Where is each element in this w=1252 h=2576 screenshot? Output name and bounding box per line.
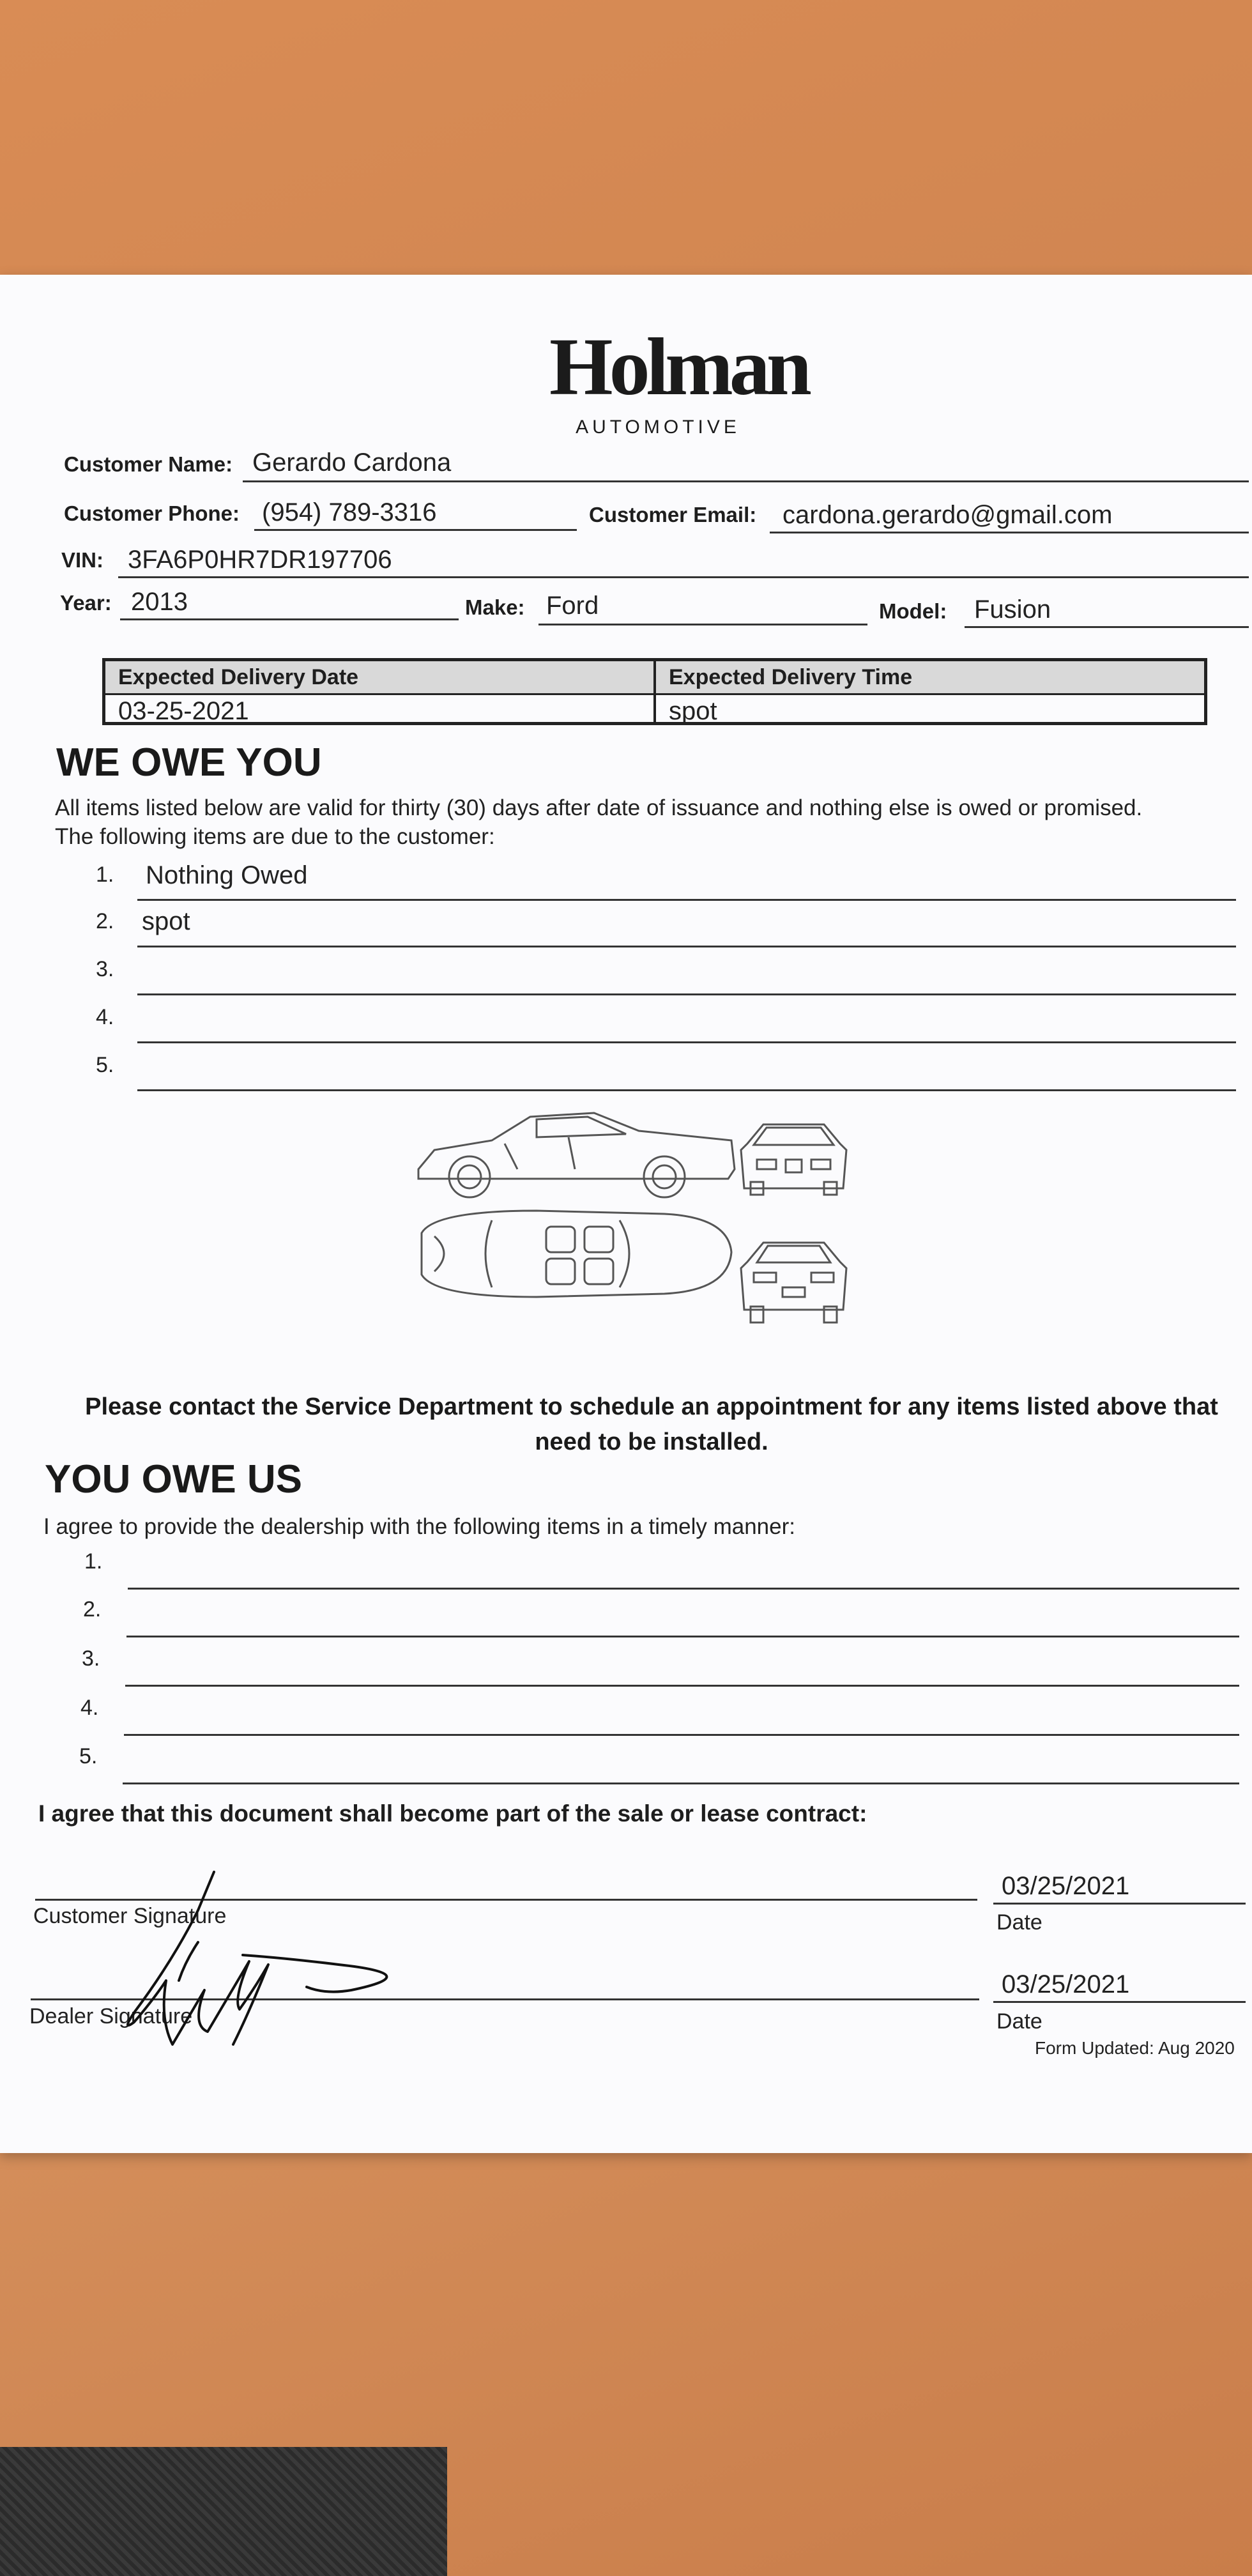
you-owe-num-2: 2. <box>83 1597 102 1621</box>
you-owe-line-3[interactable] <box>125 1685 1239 1687</box>
dealer-date-line <box>993 2001 1246 2003</box>
customer-email-label: Customer Email: <box>589 503 757 526</box>
service-note <box>57 1390 1246 1460</box>
delivery-table <box>102 658 1207 725</box>
vin-value[interactable]: 3FA6P0HR7DR197706 <box>128 546 392 574</box>
delivery-date-value[interactable]: 03-25-2021 <box>118 697 249 725</box>
we-owe-text-2: The following items are due to the customer: <box>55 824 495 849</box>
you-owe-line-2[interactable] <box>126 1636 1239 1637</box>
car-side-view-icon <box>418 1113 735 1197</box>
year-label: Year: <box>60 591 112 615</box>
we-owe-line-1 <box>137 899 1236 901</box>
year-value[interactable]: 2013 <box>131 588 188 616</box>
we-owe-item-1[interactable]: Nothing Owed <box>146 861 308 889</box>
you-owe-num-3: 3. <box>82 1646 100 1671</box>
make-line <box>538 624 867 625</box>
form-updated: Form Updated: Aug 2020 <box>1035 2038 1235 2058</box>
vehicle-damage-diagram <box>409 1105 882 1335</box>
customer-name-label: Customer Name: <box>64 452 233 476</box>
model-value[interactable]: Fusion <box>974 595 1051 624</box>
you-owe-num-5: 5. <box>79 1744 98 1768</box>
we-owe-line-5[interactable] <box>137 1089 1236 1091</box>
customer-signature-date[interactable]: 03/25/2021 <box>1002 1872 1130 1900</box>
holman-logo <box>549 321 808 438</box>
customer-date-label: Date <box>996 1910 1042 1935</box>
customer-phone-line <box>254 529 577 531</box>
delivery-date-label: Expected Delivery Date <box>118 665 359 689</box>
logo-wordmark: Holman <box>549 321 808 412</box>
agreement-text: I agree that this document shall become part of the sale or lease contract: <box>38 1800 867 1827</box>
customer-email-line <box>770 532 1249 533</box>
you-owe-line-1[interactable] <box>128 1588 1239 1590</box>
paper-form <box>0 275 1252 2153</box>
model-line <box>965 626 1249 628</box>
customer-phone-value[interactable]: (954) 789-3316 <box>262 498 437 526</box>
we-owe-heading: WE OWE YOU <box>56 740 322 785</box>
model-label: Model: <box>879 599 947 623</box>
we-owe-num-5: 5. <box>96 1053 114 1077</box>
customer-name-line <box>243 480 1249 482</box>
you-owe-num-1: 1. <box>84 1549 103 1574</box>
we-owe-line-2 <box>137 946 1236 947</box>
we-owe-num-2: 2. <box>96 909 114 933</box>
we-owe-item-2[interactable]: spot <box>142 907 190 935</box>
make-value[interactable]: Ford <box>546 592 599 620</box>
you-owe-heading: YOU OWE US <box>45 1457 303 1501</box>
you-owe-text: I agree to provide the dealership with the following items in a timely manner: <box>43 1514 795 1539</box>
service-note-line-1: Please contact the Service Department to schedule an appointment for any items listed above that <box>85 1393 1218 1420</box>
delivery-date-cell <box>105 661 656 725</box>
car-front-view-icon <box>741 1124 846 1195</box>
customer-phone-label: Customer Phone: <box>64 502 240 525</box>
dealer-date-label: Date <box>996 2009 1042 2034</box>
you-owe-line-4[interactable] <box>124 1734 1239 1736</box>
we-owe-text-1: All items listed below are valid for thirty (30) days after date of issuance and nothing else is owed or promised. <box>55 795 1143 820</box>
you-owe-line-5[interactable] <box>123 1782 1239 1784</box>
customer-signature-label: Customer Signature <box>33 1904 227 1928</box>
vin-label: VIN: <box>61 548 103 572</box>
make-label: Make: <box>465 595 525 619</box>
we-owe-num-3: 3. <box>96 957 114 981</box>
floor-carpet <box>0 2447 447 2576</box>
dealer-signature-date[interactable]: 03/25/2021 <box>1002 1970 1130 1998</box>
delivery-time-label: Expected Delivery Time <box>669 665 913 689</box>
we-owe-line-3[interactable] <box>137 993 1236 995</box>
car-rear-view-icon <box>741 1243 846 1322</box>
delivery-time-value[interactable]: spot <box>669 697 717 725</box>
year-line <box>120 618 459 620</box>
customer-name-value[interactable]: Gerardo Cardona <box>252 448 452 477</box>
car-top-view-icon <box>422 1211 731 1297</box>
we-owe-num-1: 1. <box>96 862 114 887</box>
vin-line <box>118 576 1249 578</box>
delivery-time-cell <box>656 661 1204 725</box>
you-owe-num-4: 4. <box>80 1696 99 1720</box>
service-note-line-2: need to be installed. <box>535 1429 768 1456</box>
we-owe-line-4[interactable] <box>137 1041 1236 1043</box>
handwritten-signature <box>96 1853 428 2064</box>
dealer-signature-label: Dealer Signature <box>29 2004 193 2028</box>
customer-email-value[interactable]: cardona.gerardo@gmail.com <box>782 501 1113 529</box>
customer-date-line <box>993 1903 1246 1905</box>
we-owe-num-4: 4. <box>96 1005 114 1029</box>
logo-subtitle: AUTOMOTIVE <box>576 417 740 438</box>
